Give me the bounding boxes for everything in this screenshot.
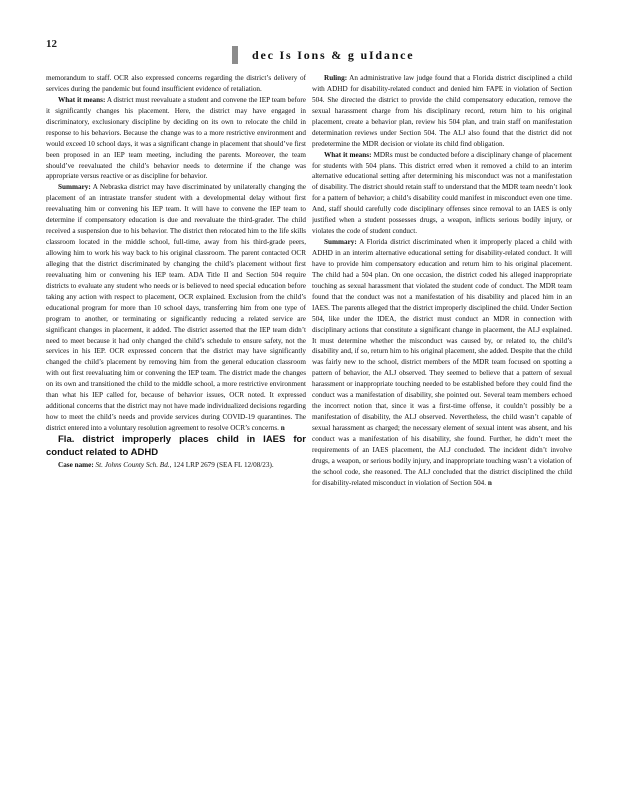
paragraph-text: A district must reevaluate a student and convene the IEP team before it significantly changes his placement. Here, the district may have engaged in discriminatory, exclusionary discipline by deciding on its own to relocate the child in response to his behaviors. Because the change was to a more restrictive environment and would exceed 10 school days, it was a significant change in placement that should’ve first been proposed in an IEP team meeting, including the parents. Moreover, the team should’ve reevaluated the child’s behavior needs to determine if the change was appropriate versus reactive or as discipline for behavior. [46,95,306,181]
paragraph [46,95,306,183]
end-mark: n [487,478,492,487]
paragraph-text: A Nebraska district may have discriminated by unilaterally changing the placement of an intrastate transfer student with a developmental delay without first reevaluating him or convening his IEP team. It will have to convene the IEP team to determine if compensatory education is due and reevaluate the third-grader. The child received a suspension due to his behavior. The district then relocated him to the life skills classroom located in the middle school, full-time, away from his third-grade peers, allowing him to work his way back to his original classroom. The parent contacted OCR alleging that the district discriminated by changing the child’s placement without first reevaluating him or convening his IEP team. ADA Title II and Section 504 require districts to evaluate any student who needs or is believed to need special education before taking any action with respect to placement, OCR explained. Exclusion from the child’s educational program for more than 10 school days, transferring him from one type of program to another, or terminating or significantly reducing a related service are significant changes in placement, it added. The district asserted that the IEP team didn’t need to meet because it had only changed the child’s schedule to ensure safety, not the services in his IEP. OCR expressed concern that the district may have significantly changed the child’s placement by removing him from the general education classroom with out first reevaluating him or convening the IEP team. The district made the changes on its own and transitioned the child to the middle school, a more restrictive environment than what his IEP called for, because of behavior issues, OCR noted. It expressed additional concerns that the district may not have made individualized decisions regarding how to meet the child’s needs and provide services during COVID-19 quarantines. The district entered into a voluntary resolution agreement to resolve OCR’s concerns. [46,183,306,432]
article-heading: Fla. district improperly places child in IAES for conduct related to ADHD [46,433,306,458]
paragraph [312,73,572,150]
paragraph [46,182,306,434]
paragraph [46,73,306,95]
lead-label: Case name: [58,460,94,469]
case-name: St. Johns County Sch. Bd. [95,460,170,469]
lead-label: Summary: [324,238,357,247]
paragraph [312,237,572,489]
paragraph-text: memorandum to staff. OCR also expressed concerns regarding the district’s delivery of services during the pandemic but found insufficient evidence of retaliation. [46,74,306,93]
case-citation [46,460,306,471]
page-number: 12 [46,38,57,50]
paragraph [312,150,572,238]
paragraph-text: A Florida district discriminated when it improperly placed a child with ADHD in an interim alternative educational setting for disability-related conduct. It will have to provide him compensatory education and return him to his original placement. The child had a 504 plan. On one occasion, the district coded his alleged inappropriate touching as sexual harassment that violated the student code of conduct. The MDR team found that the conduct was not a manifestation of his disability and placed him in an IAES. The parents alleged that the district improperly disciplined the child. Under Section 504, like under the IDEA, the district must conduct an MDR in connection with disciplinary actions that constitute a significant change in placement, the ALJ explained. It must determine whether the misconduct was caused by, or related to, the child’s disability and, if so, return him to his original placement, she added. Despite that the child was fairly new to the school, district members of the MDR team focused on spotting a pattern of behavior, the ALJ observed. They seemed to believe that a pattern of sexual harassment or inappropriate touching needed to be established before they could find the conduct was a manifestation of disability, she pointed out. Several team members echoed the incorrect notion that, since it was a first-time offense, it couldn’t possibly be a manifestation of disability, the ALJ observed. Nevertheless, the child wasn’t capable of sexual harassment as charged; the necessary element of sexual intent was absent, and his conduct was a manifestation of his disability, she found. Further, he didn’t meet the requirements of an IAES placement, the ALJ concluded. The incident didn’t involve drugs, a weapon, or serious bodily injury, and inappropriate touching wasn’t a violation of the school code, she reasoned. The ALJ concluded that the district disciplined the child for disability-related misconduct in violation of Section 504. [312,238,572,487]
lead-label: Ruling: [324,74,348,82]
paragraph-text: An administrative law judge found that a Florida district disciplined a child with ADHD for disability-related conduct and denied him FAPE in violation of Section 504. She directed the district to provide the child compensatory education, remove the sexual harassment charge from his disciplinary record, return him to his original placement, create a behavior plan, review his 504 plan, and train staff on manifestation determination reviews under Section 504. The ALJ also found that the district did not predetermine the MDR decision or violate its child find obligation. [312,74,572,148]
end-mark: n [280,424,285,432]
running-head: dec Is Ions & g uIdance [232,46,562,64]
case-cite: , 124 LRP 2679 (SEA FL 12/08/23). [169,460,274,469]
lead-label: What it means: [324,150,372,159]
left-column [46,73,306,773]
lead-label: Summary: [58,183,91,192]
paragraph-text: MDRs must be conducted before a disciplinary change of placement for students with 504 plans. This district erred when it removed a child to an interim alternative educational setting after determining his misconduct was not a manifestation of disability. The district should retain staff to understand that the MDR team needn’t look for a pattern of behavior; a child’s disability could manifest in misconduct even one time. And, staff should carefully code disciplinary offenses since removal to an IAES is only justified when a student possesses drugs, a weapon, inflicts serious bodily injury, or violates the code of student conduct. [312,150,572,236]
right-column [312,73,572,773]
lead-label: What it means: [58,95,106,104]
